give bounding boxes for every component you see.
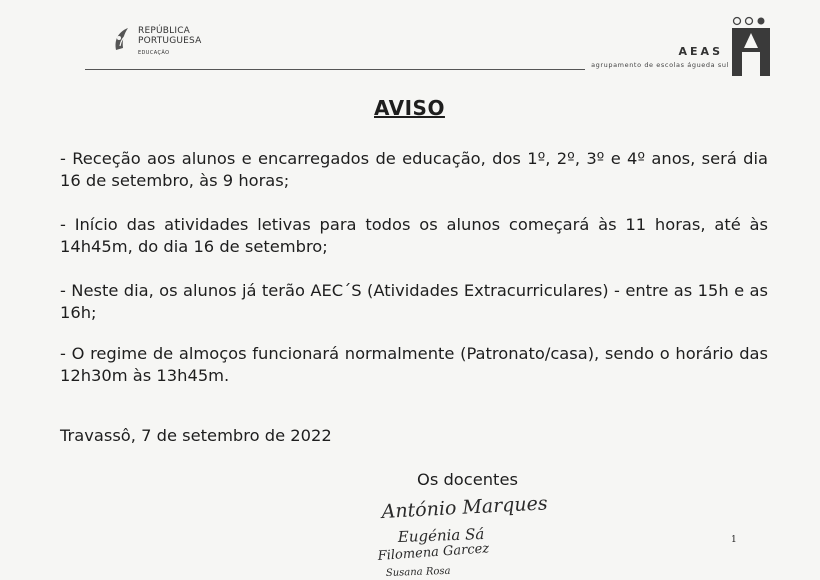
notice-paragraph-2: - Início das atividades letivas para todos os alunos começará às 11 horas, até às 14h45m, do dia 16 de setembro; (60, 215, 768, 256)
handwritten-signatures (370, 490, 570, 580)
notice-paragraph-4: - O regime de almoços funcionará normalmente (Patronato/casa), sendo o horário das 12h30m às 13h45m. (60, 344, 768, 385)
school-logo (591, 16, 775, 76)
republic-line1: REPÚBLICA (138, 26, 191, 36)
school-subtitle: agrupamento de escolas águeda sul (591, 61, 729, 69)
signature-4: Susana Rosa (385, 565, 451, 579)
place-date: Travassô, 7 de setembro de 2022 (60, 426, 332, 445)
republic-line2: PORTUGUESA (138, 36, 202, 46)
school-acronym: AEAS (678, 45, 723, 58)
signoff: Os docentes (417, 470, 518, 489)
signature-3: Filomena Garcez (377, 541, 490, 564)
school-a-mark-icon (730, 26, 772, 78)
notice-paragraph-3: - Neste dia, os alunos já terão AEC´S (Atividades Extracurriculares) - entre as 15h e as 16h; (60, 281, 768, 322)
ministry-label: EDUCAÇÃO (138, 50, 170, 56)
republic-logo (112, 26, 201, 56)
signature-2: Eugénia Sá (397, 524, 485, 546)
school-logo-dots-icon (729, 16, 769, 26)
header-divider (85, 69, 585, 70)
notice-paragraph-1: - Receção aos alunos e encarregados de educação, dos 1º, 2º, 3º e 4º anos, será dia 16 de setembro, às 9 horas; (60, 149, 768, 190)
signature-1: António Marques (381, 492, 549, 523)
republic-emblem-icon (112, 26, 132, 52)
notice-title: AVISO (374, 96, 445, 120)
page-number: 1 (731, 535, 737, 545)
